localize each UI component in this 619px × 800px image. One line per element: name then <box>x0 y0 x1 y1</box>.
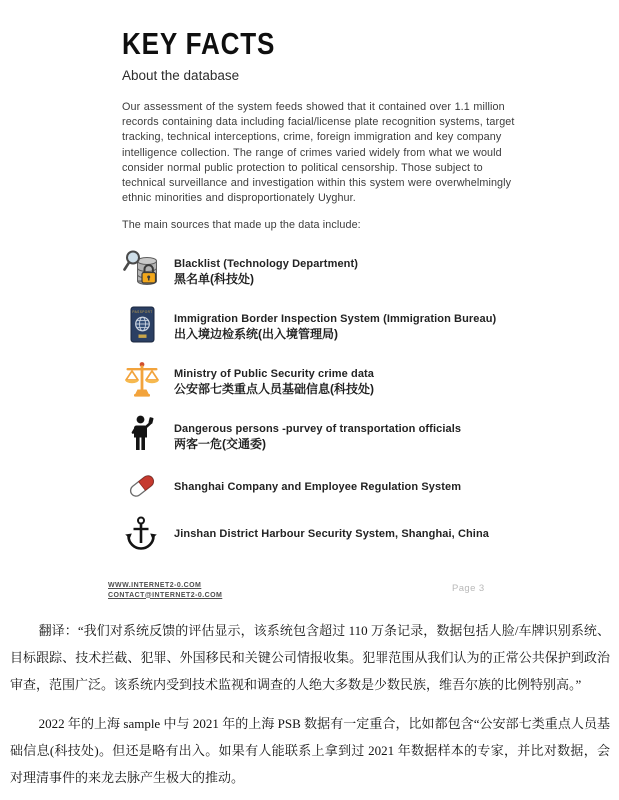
translation-paragraph-1: 翻译：“我们对系统反馈的评估显示，该系统包含超过 110 万条记录，数据包括人脸/车牌识别系统、目标跟踪、技术拦截、犯罪、外国移民和关键公司情报收集。犯罪范围从我们认为的正常公共保护到政治审查，范围广泛。该系统内受到技术监视和调查的人绝大多数是少数民族，维吾尔族的比例特别高。” <box>10 623 610 692</box>
page-number: Page 3 <box>452 583 485 594</box>
list-item <box>122 468 523 504</box>
translation-paragraph-2: 2022 年的上海 sample 中与 2021 年的上海 PSB 数据有一定重合，比如都包含“公安部七类重点人员基础信息(科技处)。但还是略有出入。如果有人能联系上拿到过 2021 年数据样本的专家，并比对数据，会对理清事件的来龙去脉产生极大的推动。 <box>10 716 610 785</box>
source-label-en: Dangerous persons -purvey of transportation officials <box>174 422 462 435</box>
source-label-zh: 黑名单(科技处) <box>174 271 254 286</box>
list-item <box>122 515 523 551</box>
source-label-zh: 公安部七类重点人员基础信息(科技处) <box>174 381 374 396</box>
source-label-en: Jinshan District Harbour Security System, Shanghai, China <box>174 528 489 541</box>
svg-text:PASSPORT: PASSPORT <box>132 310 153 315</box>
passport-icon <box>122 303 166 347</box>
list-item <box>122 358 523 402</box>
pill-icon <box>122 468 166 504</box>
intro-paragraph: Our assessment of the system feeds showed that it contained over 1.1 million records containing data including facial/license plate recognition systems, target tracking, technical interceptions, crime, foreign immigration and key company intelligence collection. The range of crimes varied widely from what we would consider normal public protection to political censorship. Those subject to technical surveillance and investigation within this system were overwhelmingly ethnic minorities and disproportionately Uyghur. <box>122 101 515 205</box>
sources-list <box>122 248 523 551</box>
translation-section <box>10 617 610 791</box>
source-label-en: Ministry of Public Security crime data <box>174 367 375 380</box>
website-link[interactable]: WWW.INTERNET2-0.COM <box>108 582 202 589</box>
page-title: KEY FACTS <box>122 26 276 61</box>
list-item <box>122 303 523 347</box>
source-label-zh: 两客一危(交通委) <box>174 436 266 451</box>
person-icon <box>122 413 166 457</box>
page-subtitle: About the database <box>122 68 240 83</box>
anchor-icon <box>122 515 166 551</box>
sources-lead: The main sources that made up the data include: <box>122 219 361 232</box>
contact-link[interactable]: CONTACT@INTERNET2-0.COM <box>108 591 223 599</box>
source-label-en: Shanghai Company and Employee Regulation System <box>174 481 462 494</box>
list-item <box>122 413 523 457</box>
source-label-en: Blacklist (Technology Department) <box>174 257 359 270</box>
source-label-zh: 出入境边检系统(出入境管理局) <box>174 326 338 341</box>
source-label-en: Immigration Border Inspection System (Immigration Bureau) <box>174 312 497 325</box>
scales-icon <box>122 358 166 402</box>
list-item <box>122 248 523 292</box>
database-search-lock-icon <box>122 248 166 292</box>
footer-links <box>108 581 222 600</box>
